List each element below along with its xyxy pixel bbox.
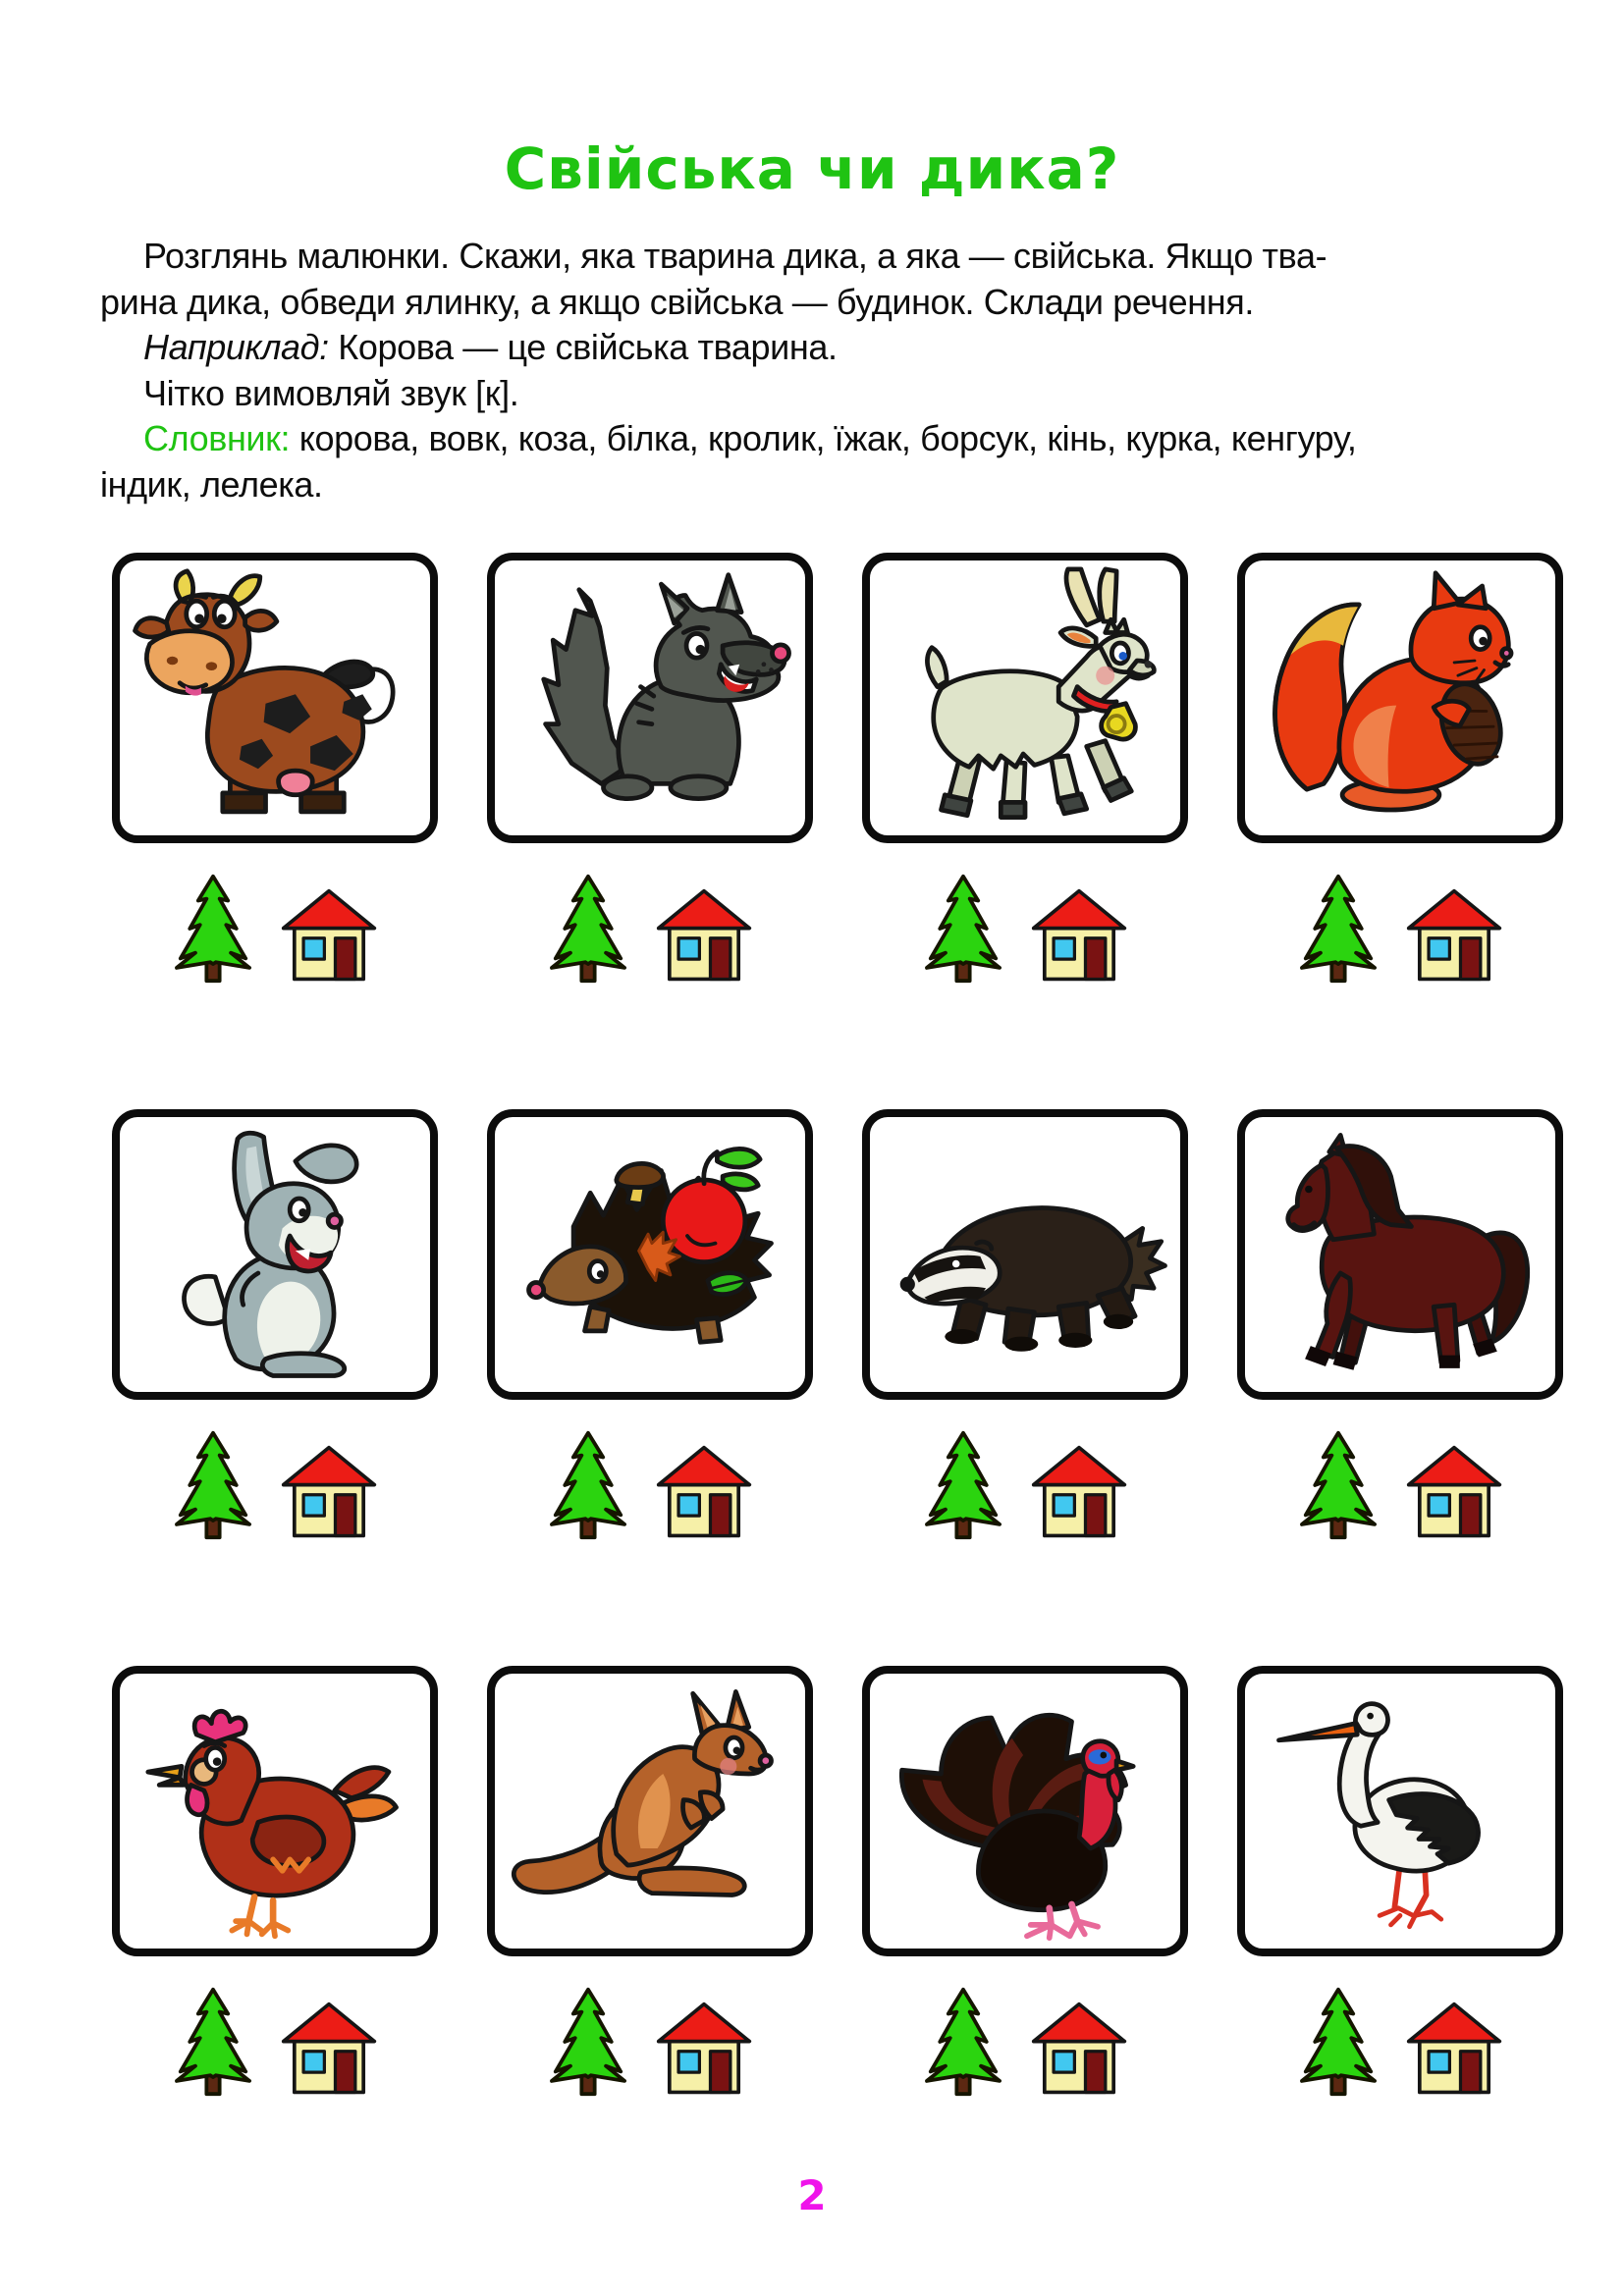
fir-tree-icon[interactable]: [546, 1429, 630, 1541]
cell-turkey: [862, 1666, 1188, 2098]
house-icon[interactable]: [1029, 1443, 1129, 1541]
page-number: 2: [797, 2171, 827, 2219]
cell-horse: [1237, 1109, 1563, 1541]
fir-tree-icon[interactable]: [546, 1986, 630, 2098]
house-icon[interactable]: [654, 2000, 754, 2098]
card-cow: [112, 553, 438, 843]
card-kangaroo: [487, 1666, 813, 1956]
choice-icons: [487, 873, 813, 985]
house-icon[interactable]: [1404, 886, 1504, 985]
badger-illustration: [876, 1123, 1174, 1386]
fir-tree-icon[interactable]: [1296, 873, 1380, 985]
choice-icons: [112, 1429, 438, 1541]
card-turkey: [862, 1666, 1188, 1956]
instruction-line-1: Розглянь малюнки. Скажи, яка тварина дика, а яка — свійська. Якщо тва-: [143, 236, 1327, 276]
fir-tree-icon[interactable]: [171, 1986, 255, 2098]
fir-tree-icon[interactable]: [921, 1429, 1005, 1541]
example-label: Наприклад:: [143, 327, 329, 367]
choice-icons: [1237, 1986, 1563, 2098]
house-icon[interactable]: [279, 1443, 379, 1541]
pronunciation-line: Чітко вимовляй звук [к].: [143, 372, 519, 413]
choice-icons: [1237, 1429, 1563, 1541]
horse-illustration: [1251, 1123, 1549, 1386]
fir-tree-icon[interactable]: [1296, 1429, 1380, 1541]
card-rabbit: [112, 1109, 438, 1400]
vocabulary-words: корова, вовк, коза, білка, кролик, їжак, борсук, кінь, курка, кенгуру,: [290, 418, 1357, 458]
goat-illustration: [876, 566, 1174, 829]
fir-tree-icon[interactable]: [546, 873, 630, 985]
hedgehog-illustration: [501, 1123, 799, 1386]
stork-illustration: [1251, 1680, 1549, 1943]
house-icon[interactable]: [654, 1443, 754, 1541]
card-badger: [862, 1109, 1188, 1400]
cell-goat: [862, 553, 1188, 985]
example-text: Корова — це свійська тварина.: [328, 327, 838, 367]
card-hedgehog: [487, 1109, 813, 1400]
card-horse: [1237, 1109, 1563, 1400]
card-goat: [862, 553, 1188, 843]
cell-cow: [112, 553, 438, 985]
house-icon[interactable]: [1029, 2000, 1129, 2098]
wolf-illustration: [501, 566, 799, 829]
house-icon[interactable]: [1404, 1443, 1504, 1541]
fir-tree-icon[interactable]: [1296, 1986, 1380, 2098]
cell-hedgehog: [487, 1109, 813, 1541]
kangaroo-illustration: [501, 1680, 799, 1943]
page-title: Свійська чи дика?: [504, 135, 1120, 202]
choice-icons: [1237, 873, 1563, 985]
cell-wolf: [487, 553, 813, 985]
vocabulary-label: Словник:: [143, 418, 291, 458]
hen-illustration: [126, 1680, 424, 1943]
choice-icons: [862, 1986, 1188, 2098]
turkey-illustration: [876, 1680, 1174, 1943]
cell-kangaroo: [487, 1666, 813, 2098]
card-stork: [1237, 1666, 1563, 1956]
squirrel-illustration: [1251, 566, 1549, 829]
vocabulary-line-2: індик, лелека.: [100, 463, 323, 505]
fir-tree-icon[interactable]: [171, 1429, 255, 1541]
house-icon[interactable]: [279, 2000, 379, 2098]
fir-tree-icon[interactable]: [171, 873, 255, 985]
example-line: [100, 325, 1543, 371]
instructions-block: [100, 234, 1543, 507]
fir-tree-icon[interactable]: [921, 1986, 1005, 2098]
instruction-line-2: рина дика, обведи ялинку, а якщо свійська — будинок. Склади речення.: [100, 281, 1254, 322]
cell-stork: [1237, 1666, 1563, 2098]
choice-icons: [862, 873, 1188, 985]
fir-tree-icon[interactable]: [921, 873, 1005, 985]
choice-icons: [862, 1429, 1188, 1541]
cow-illustration: [126, 566, 424, 829]
cell-squirrel: [1237, 553, 1563, 985]
choice-icons: [112, 1986, 438, 2098]
choice-icons: [487, 1429, 813, 1541]
house-icon[interactable]: [1029, 886, 1129, 985]
rabbit-illustration: [126, 1123, 424, 1386]
card-squirrel: [1237, 553, 1563, 843]
house-icon[interactable]: [279, 886, 379, 985]
card-wolf: [487, 553, 813, 843]
house-icon[interactable]: [654, 886, 754, 985]
choice-icons: [112, 873, 438, 985]
cell-badger: [862, 1109, 1188, 1541]
card-hen: [112, 1666, 438, 1956]
house-icon[interactable]: [1404, 2000, 1504, 2098]
vocabulary-line-1: [100, 416, 1543, 462]
cell-rabbit: [112, 1109, 438, 1541]
animal-grid: [112, 553, 1563, 2098]
cell-hen: [112, 1666, 438, 2098]
choice-icons: [487, 1986, 813, 2098]
